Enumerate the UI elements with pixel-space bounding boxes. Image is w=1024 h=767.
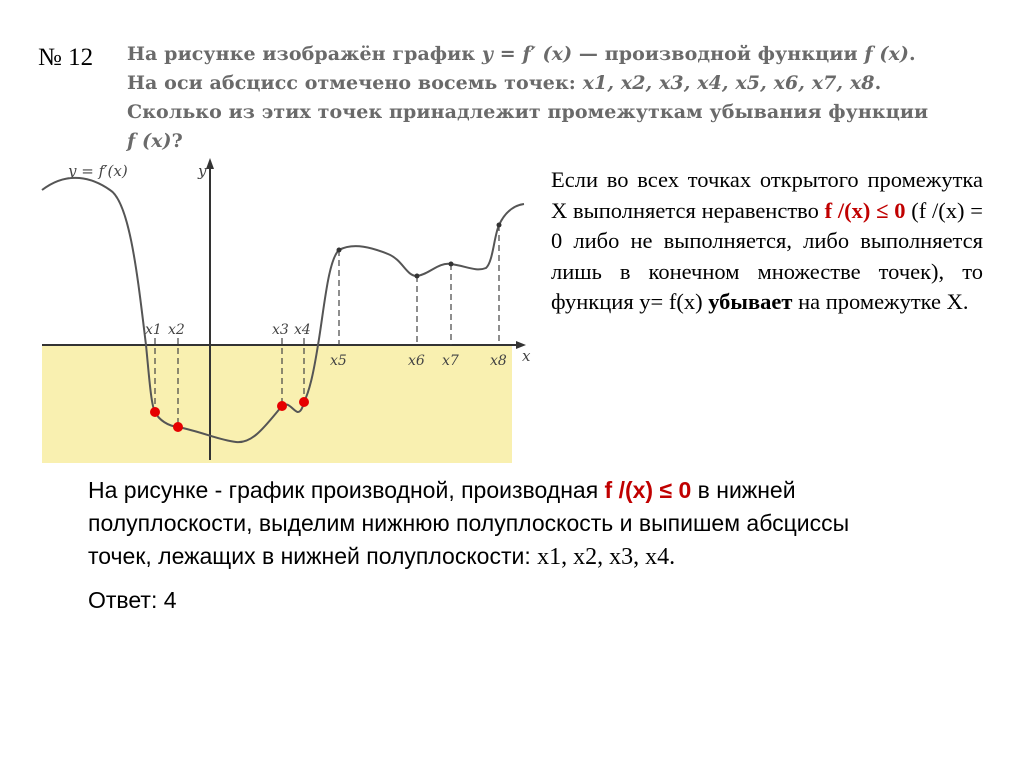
answer: Ответ: 4: [88, 587, 177, 613]
task-formula: y = f′ (x): [481, 43, 573, 65]
rule-text-part: на промежутке Х.: [792, 289, 969, 314]
task-function: f (x): [127, 130, 172, 152]
y-axis-label: y: [198, 162, 207, 180]
task-text-part: — производной функции: [572, 43, 865, 65]
solution-inequality: f /(x) ≤ 0: [604, 477, 692, 503]
task-function: f (x): [864, 43, 909, 65]
point-marker-x2: [173, 422, 183, 432]
solution-text-part: На рисунке - график производной, производная: [88, 477, 605, 503]
point-label-x4: x4: [294, 322, 311, 338]
rule-text: [551, 165, 983, 318]
task-text-part: . На оси абсцисс отмечено восемь точек:: [127, 43, 916, 94]
rule-inequality: f /(x) ≤ 0: [824, 197, 906, 223]
point-marker-x3: [277, 401, 287, 411]
x-axis-label: x: [522, 347, 531, 365]
point-label-x1: x1: [145, 322, 162, 338]
point-dot-x7: [449, 262, 454, 267]
point-marker-x4: [299, 397, 309, 407]
rule-text-part: Если во всех точках открытого промежутка Х выполняется неравенство: [551, 167, 983, 223]
task-text-part: На рисунке изображён график: [127, 43, 482, 65]
point-label-x5: x5: [330, 353, 347, 369]
rule-text-part: (f /(x) = 0 либо не выполняется, либо выполняется лишь в конечном множестве точек), то функция y= f(x): [551, 197, 983, 314]
task-text-part: ?: [171, 130, 183, 152]
curve-label: y = f′(x): [68, 162, 128, 180]
point-label-x3: x3: [272, 322, 289, 338]
point-label-x7: x7: [442, 353, 459, 369]
point-dot-x5: [337, 248, 342, 253]
point-dot-x6: [415, 274, 420, 279]
task-text: [127, 40, 942, 156]
solution-text-part: в нижней полуплоскости, выделим нижнюю полуплоскость и выпишем абсциссы точек, лежащих в нижней полуплоскости:: [88, 477, 850, 569]
task-number: № 12: [38, 44, 94, 71]
point-label-x2: x2: [168, 322, 185, 338]
solution-points: x1, x2, x3, x4.: [537, 544, 676, 570]
task-points-list: x1, x2, x3, x4, x5, x6, x7, x8: [582, 72, 875, 94]
y-axis-arrow: [206, 158, 214, 169]
derivative-graph: [38, 150, 538, 470]
point-label-x6: x6: [408, 353, 425, 369]
point-dot-x8: [497, 223, 502, 228]
rule-keyword: убывает: [708, 289, 793, 314]
point-label-x8: x8: [490, 353, 507, 369]
point-marker-x1: [150, 407, 160, 417]
solution-text: [88, 474, 918, 574]
task-text-part: . Сколько из этих точек принадлежит промежуткам убывания функции: [127, 72, 929, 123]
